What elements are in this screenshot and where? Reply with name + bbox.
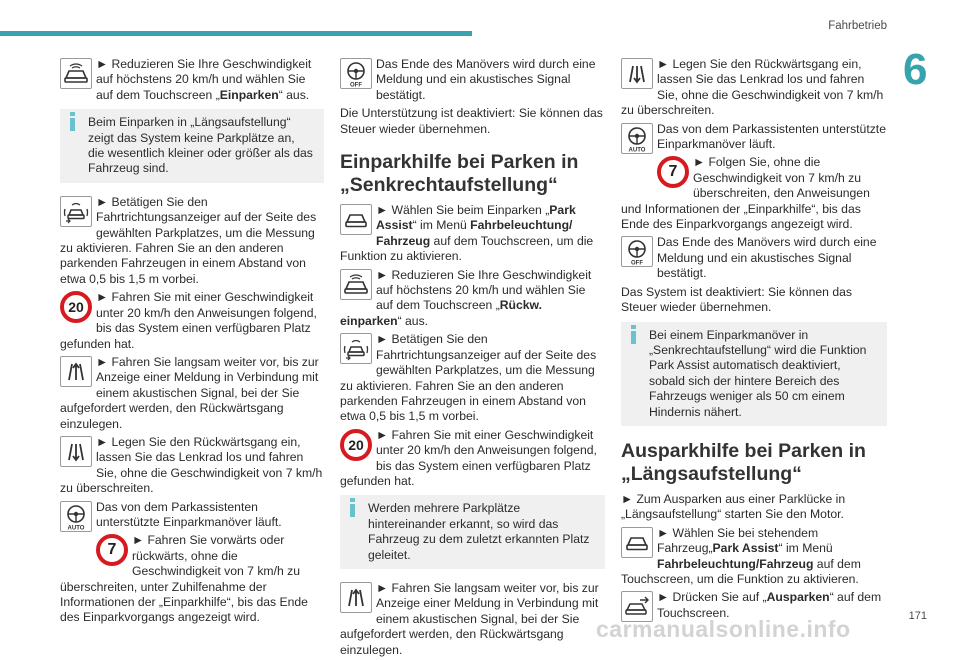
section-title: Fahrbetrieb: [828, 20, 887, 32]
step-select-park-assist-2: ► Wählen Sie bei stehendem Fahrzeug„Park Assist“ im Menü Fahrbeleuchtung/Fahrzeug auf dem Touchscreen, um die Funktion zu aktivieren.: [621, 525, 861, 586]
info-icon: [350, 498, 355, 502]
info-icon: [70, 112, 75, 116]
forward-arrows-icon: [340, 582, 372, 613]
step-ausparken: ► Drücken Sie auf „Ausparken“ auf dem Touchscreen.: [621, 590, 887, 621]
speed-limit-7-icon: 7: [657, 156, 689, 188]
step-speed-limit-20-2: 20 ► Fahren Sie mit einer Geschwindigkeit unter 20 km/h den Anweisungen folgend, bis das System einen verfügbaren Platz gefunden hat.: [340, 427, 597, 488]
park-sensor-car-icon: [60, 58, 92, 89]
speed-limit-20-icon: 20: [60, 291, 92, 323]
step-select-park-assist: ► Wählen Sie beim Einparken „Park Assist“ im Menü Fahrbeleuchtung/ Fahrzeug auf dem Touchscreen, um die Funktion zu aktivieren.: [340, 203, 594, 264]
paragraph: Das System ist deaktiviert: Sie können das Steuer wieder übernehmen.: [621, 284, 852, 315]
step-indicator: ► Betätigen Sie den Fahrtrichtungsanzeiger auf der Seite des gewählten Parkplatzes, um die Messung zu aktivieren. Fahren Sie an den anderen parkenden Fahrzeugen in einem Abstand von etwa 0,5 bis 1,5 m vorbei.: [60, 194, 317, 286]
step-maneuver-end-2: OFF Das Ende des Manövers wird durch eine Meldung und ein akustisches Signal bestätigt.: [621, 235, 887, 281]
watermark: carmanualsonline.info: [596, 616, 851, 642]
car-icon: [621, 527, 653, 558]
step-reduce-speed: ► Reduzieren Sie Ihre Geschwindigkeit auf höchstens 20 km/h und wählen Sie auf dem Touchscreen „Einparken“ aus.: [60, 57, 324, 103]
forward-arrows-icon: [60, 356, 92, 387]
column-3: [621, 57, 887, 624]
column-1: [60, 57, 324, 629]
svg-text:OFF: OFF: [631, 260, 643, 267]
svg-text:OFF: OFF: [350, 82, 362, 89]
steering-wheel-off-icon: [340, 58, 372, 89]
info-note: Werden mehrere Parkplätze hintereinander erkannt, so wird das Fahrzeug zu dem zuletzt erkannten Platz geleitet.: [340, 495, 605, 569]
header-accent-line: [0, 31, 472, 36]
step-indicator-2: ► Betätigen Sie den Fahrtrichtungsanzeiger auf der Seite des gewählten Parkplatzes, um die Messung zu aktivieren. Fahren Sie an den anderen parkenden Fahrzeugen in einem Abstand von etwa 0,5 bis 1,5 m vorbei.: [340, 332, 597, 424]
heading-ausparken: Ausparkhilfe bei Parken in „Längsaufstellung“: [621, 439, 866, 485]
info-icon: [631, 325, 636, 329]
chapter-number: 6: [903, 45, 928, 94]
step-reverse-2: ► Legen Sie den Rückwärtsgang ein, lassen Sie das Lenkrad los und fahren Sie, ohne die Geschwindigkeit von 7 km/h zu überschreiten.: [621, 57, 884, 118]
park-sensor-car-icon: [340, 269, 372, 300]
column-2: [340, 57, 605, 661]
steering-wheel-auto-icon: [60, 501, 92, 532]
svg-text:AUTO: AUTO: [67, 525, 85, 532]
step-speed-limit-20: 20 ► Fahren Sie mit einer Geschwindigkeit unter 20 km/h den Anweisungen folgend, bis das System einen verfügbaren Platz gefunden hat.: [60, 290, 317, 351]
car-icon: [340, 204, 372, 235]
reverse-arrows-icon: [621, 58, 653, 89]
step-drive-forward: ► Fahren Sie langsam weiter vor, bis zur Anzeige einer Meldung in Verbindung mit einem akustischen Signal, bei der Sie aufgefordert werden, den Rückwärtsgang einzulegen.: [60, 354, 319, 431]
info-note: Bei einem Einparkmanöver in „Senkrechtaufstellung“ wird die Funktion Park Assist automatisch deaktiviert, sobald sich der hintere Bereich des Fahrzeugs weniger als 50 cm einem Hindernis nähert.: [621, 322, 887, 426]
step-drive-forward-2: ► Fahren Sie langsam weiter vor, bis zur Anzeige einer Meldung in Verbindung mit einem akustischen Signal, bei der Sie aufgefordert werden, den Rückwärtsgang einzulegen.: [340, 580, 599, 657]
steering-wheel-auto-icon: [621, 123, 653, 154]
step-speed-limit-7-2: 7 ► Folgen Sie, ohne die Geschwindigkeit von 7 km/h zu überschreiten, den Anweisungen und Informationen der „Einparkhilfe“, bis das Ende des Einparkvorgangs angezeigt wird.: [621, 155, 870, 232]
paragraph: ► Zum Ausparken aus einer Parklücke in „Längsaufstellung“ starten Sie den Motor.: [621, 491, 846, 522]
reverse-arrows-icon: [60, 436, 92, 467]
step-auto-steering: AUTO Das von dem Parkassistenten unterstützte Einparkmanöver läuft.: [60, 500, 324, 531]
heading-senkrecht: Einparkhilfe bei Parken in „Senkrechtaufstellung“: [340, 151, 579, 197]
speed-limit-7-icon: 7: [96, 534, 128, 566]
page-number: 171: [908, 610, 927, 622]
step-reverse: ► Legen Sie den Rückwärtsgang ein, lassen Sie das Lenkrad los und fahren Sie, ohne die Geschwindigkeit von 7 km/h zu überschreiten.: [60, 434, 323, 496]
svg-text:AUTO: AUTO: [628, 147, 646, 154]
step-reduce-speed-2: ► Reduzieren Sie Ihre Geschwindigkeit auf höchstens 20 km/h und wählen Sie auf dem Touchscreen „Rückw. einparken“ aus.: [340, 267, 592, 328]
steering-wheel-off-icon: [621, 236, 653, 267]
step-speed-limit-7: 7 ► Fahren Sie vorwärts oder rückwärts, ohne die Geschwindigkeit von 7 km/h zu überschreiten, unter Zuhilfenahme der Informationen der „Einparkhilfe“, bis das Ende des Einparkvorgangs angezeigt wird.: [60, 533, 308, 625]
speed-limit-20-icon: 20: [340, 429, 372, 461]
park-scan-icon: [340, 333, 372, 364]
park-scan-icon: [60, 196, 92, 227]
paragraph: Die Unterstützung ist deaktiviert: Sie können das Steuer wieder übernehmen.: [340, 106, 603, 136]
step-auto-steering-2: AUTO Das von dem Parkassistenten unterstützte Einparkmanöver läuft.: [621, 122, 887, 153]
info-note: Beim Einparken in „Längsaufstellung“ zeigt das System keine Parkplätze an, die wesentlich kleiner oder größer als das Fahrzeug sind.: [60, 109, 324, 183]
step-maneuver-end: OFF Das Ende des Manövers wird durch eine Meldung und ein akustisches Signal bestätigt.: [340, 57, 605, 103]
